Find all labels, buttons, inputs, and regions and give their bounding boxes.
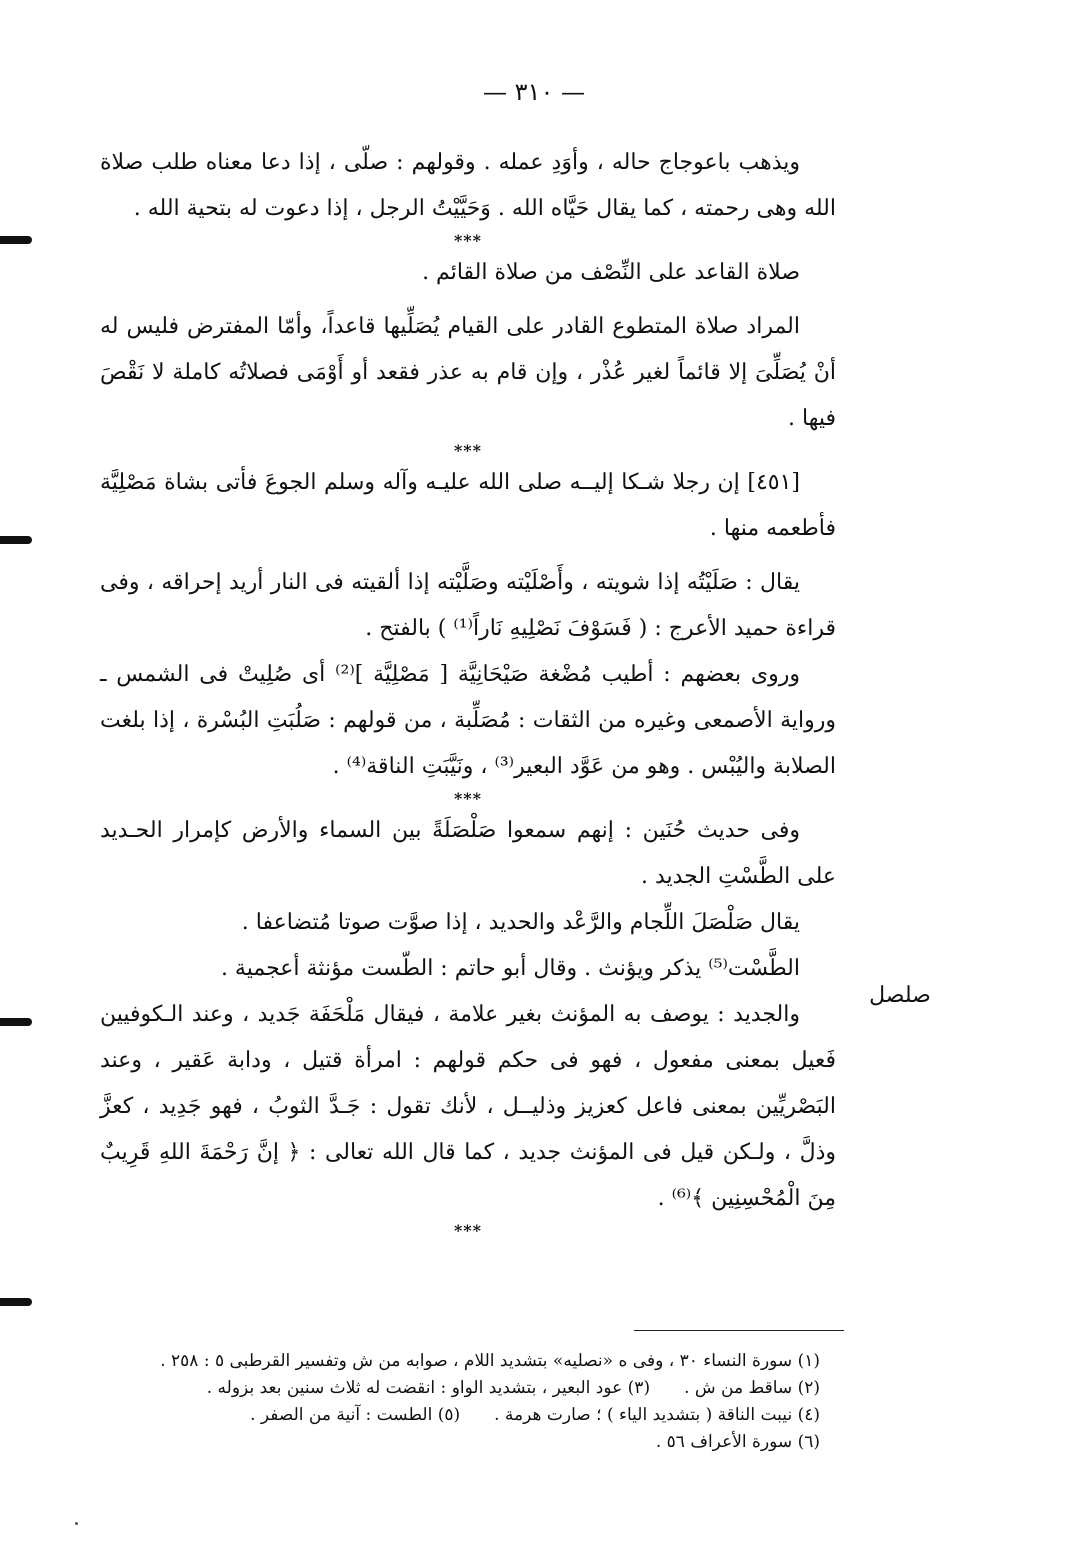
hadith-paragraph (100, 460, 836, 552)
footnote-rule (634, 1330, 844, 1331)
hadith-text: إن رجلا شـكا إليــه صلى الله عليـه وآله وسلم الجوعَ فأتى بشاة مَصْلِيَّة فأطعمه منها . (100, 470, 836, 541)
footnote: (٢) ساقط من ش . (684, 1378, 820, 1398)
section-divider: *** (453, 789, 483, 808)
footnote: (٤) نيبت الناقة ( بتشديد الياء ) ؛ صارت هرمة . (494, 1405, 820, 1425)
footnote: (١) سورة النساء ٣٠ ، وفى ه «نصليه» بتشديد اللام ، صوابه من ش وتفسير القرطبى ٥ : ٢٥٨ . (160, 1351, 820, 1371)
footnote-line (100, 1402, 820, 1429)
footnote-line (100, 1375, 820, 1402)
paragraph: المراد صلاة المتطوع القادر على القيام يُصَلِّيها قاعداً، وأمّا المفترض فليس له أنْ يُصَلِّىَ إلا قائماً لغير عُذْر ، وإن قام به عذر فقعد أو أَوْمَى فصلاتُه كاملة لا نَقْصَ فيها . (100, 314, 836, 431)
hadith-number: [٤٥١] (747, 470, 800, 495)
paragraph: الطَّسْت⁽⁵⁾ يذكر ويؤنث . وقال أبو حاتم : الطّست مؤنثة أعجمية . (220, 956, 800, 981)
paragraph: والجديد : يوصف به المؤنث بغير علامة ، فيقال مَلْحَفَة جَديد ، وعند الـكوفيين فَعيل بمعنى مفعول ، فهو فى حكم قولهم : امرأة قتيل ، ودابة عَقير ، وعند البَصْريِّين بمعنى فاعل كعزيز وذليــل ، لأنك تقول : جَـدَّ الثوبُ ، فهو جَدِيد ، كعزَّ وذلَّ ، ولـكن قيل فى المؤنث جديد ، كما قال الله تعالى : ﴿ إنَّ رَحْمَةَ اللهِ قَرِيبٌ مِنَ الْمُحْسِنِين ﴾⁽⁶⁾ . (100, 1002, 836, 1211)
section-divider: *** (453, 441, 483, 460)
paragraph: وروى بعضهم : أطيب مُضْغة صَيْحَانِيَّة [ مَصْلِيَّة ]⁽²⁾ أى صُلِيتْ فى الشمس ـ ورواية الأصمعى وغيره من الثقات : مُصَلِّبة ، من قولهم : صَلُبَتِ البُسْرة ، إذا بلغت الصلابة واليُبْس . وهو من عَوَّد البعير⁽³⁾ ، ونَيَّبَتِ الناقة⁽⁴⁾ . (100, 662, 836, 779)
binding-mark (0, 1018, 32, 1026)
paragraph: يقال صَلْصَلَ اللِّجام والرَّعْد والحديد ، إذا صوَّت صوتا مُتضاعفا . (241, 910, 800, 935)
binding-mark (0, 536, 32, 544)
footnote: (٥) الطست : آنية من الصفر . (250, 1405, 461, 1425)
footnote: (٣) عود البعير ، بتشديد الواو : انقضت له ثلاث سنين بعد بزوله . (206, 1378, 651, 1398)
paragraph: صلاة القاعد على النِّصْف من صلاة القائم . (422, 260, 800, 285)
main-text (100, 140, 836, 1240)
scan-speck (75, 1522, 78, 1525)
section-divider: *** (453, 1221, 483, 1240)
paragraph: وفى حديث حُنَين : إنهم سمعوا صَلْصَلَةً بين السماء والأرض كإمرار الحـديد على الطَّسْتِ الجديد . (100, 818, 836, 889)
page-number: — ٣١٠ — (483, 78, 585, 106)
footnote: (٦) سورة الأعراف ٥٦ . (655, 1432, 820, 1452)
binding-mark (0, 236, 32, 244)
paragraph: يقال : صَلَيْتُه إذا شويته ، وأَصْلَيْته وصَلَّيْته إذا ألقيته فى النار أريد إحراقه ، وفى قراءة حميد الأعرج : ( فَسَوْفَ نَصْلِيهِ نَاراً⁽¹⁾ ) بالفتح . (100, 570, 836, 641)
binding-mark (0, 1298, 32, 1306)
margin-headword: صلصل (869, 983, 931, 1008)
footnotes (100, 1348, 820, 1456)
section-divider: *** (453, 231, 483, 250)
paragraph: ويذهب باعوجاج حاله ، وأوَدِ عمله . وقولهم : صلّى ، إذا دعا معناه طلب صلاة الله وهى رحمته ، كما يقال حَيَّاه الله . وَحَيَّيْتُ الرجل ، إذا دعوت له بتحية الله . (100, 150, 836, 221)
